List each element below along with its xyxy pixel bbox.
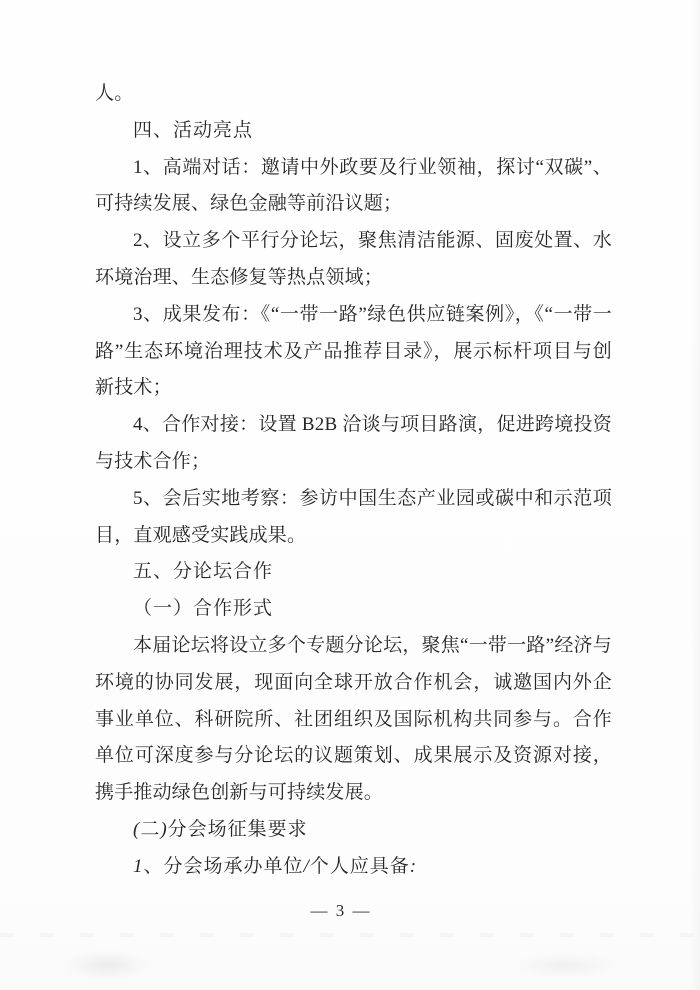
list-item-3-highlight: 3、成果发布：《“一带一路”绿色供应链案例》，《“一带一路”生态环境治理技术及产品推荐目录》，展示标杆项目与创新技术；	[95, 303, 612, 399]
scan-artifact-streak	[0, 933, 700, 937]
list-item-1-highlight: 1、高端对话：邀请中外政要及行业领袖，探讨“双碳”、可持续发展、绿色金融等前沿议题；	[95, 156, 612, 215]
subsection-heading-two: (二)分会场征集要求	[133, 818, 308, 840]
scan-artifact-smudge-mid	[510, 952, 620, 978]
scan-artifact-smudge-left	[62, 950, 152, 980]
paragraph-continuation: 人。	[95, 83, 134, 104]
list-item-4-highlight: 4、合作对接：设置 B2B 洽谈与项目路演，促进跨境投资与技术合作；	[95, 414, 612, 472]
section-heading-five: 五、分论坛合作	[133, 561, 274, 583]
list-item-5-highlight: 5、会后实地考察：参访中国生态产业园或碳中和示范项目，直观感受实践成果。	[95, 487, 612, 546]
section-heading-four: 四、活动亮点	[133, 119, 254, 141]
document-body	[95, 76, 612, 886]
cooperation-paragraph: 本届论坛将设立多个专题分论坛，聚焦“一带一路”经济与环境的协同发展，现面向全球开放合作机会，诚邀国内外企事业单位、科研院所、社团组织及国际机构共同参与。合作单位可深度参与分论坛的议题策划、成果展示及资源对接，携手推动绿色创新与可持续发展。	[95, 634, 612, 804]
requirements-list-intro: 1、分会场承办单位/个人应具备:	[133, 855, 418, 877]
list-item-2-highlight: 2、设立多个平行分论坛，聚焦清洁能源、固废处置、水环境治理、生态修复等热点领域；	[95, 230, 612, 288]
subsection-heading-one: （一）合作形式	[133, 598, 274, 620]
page-number: — 3 —	[310, 901, 372, 920]
scan-artifact-right-edge	[690, 0, 700, 990]
